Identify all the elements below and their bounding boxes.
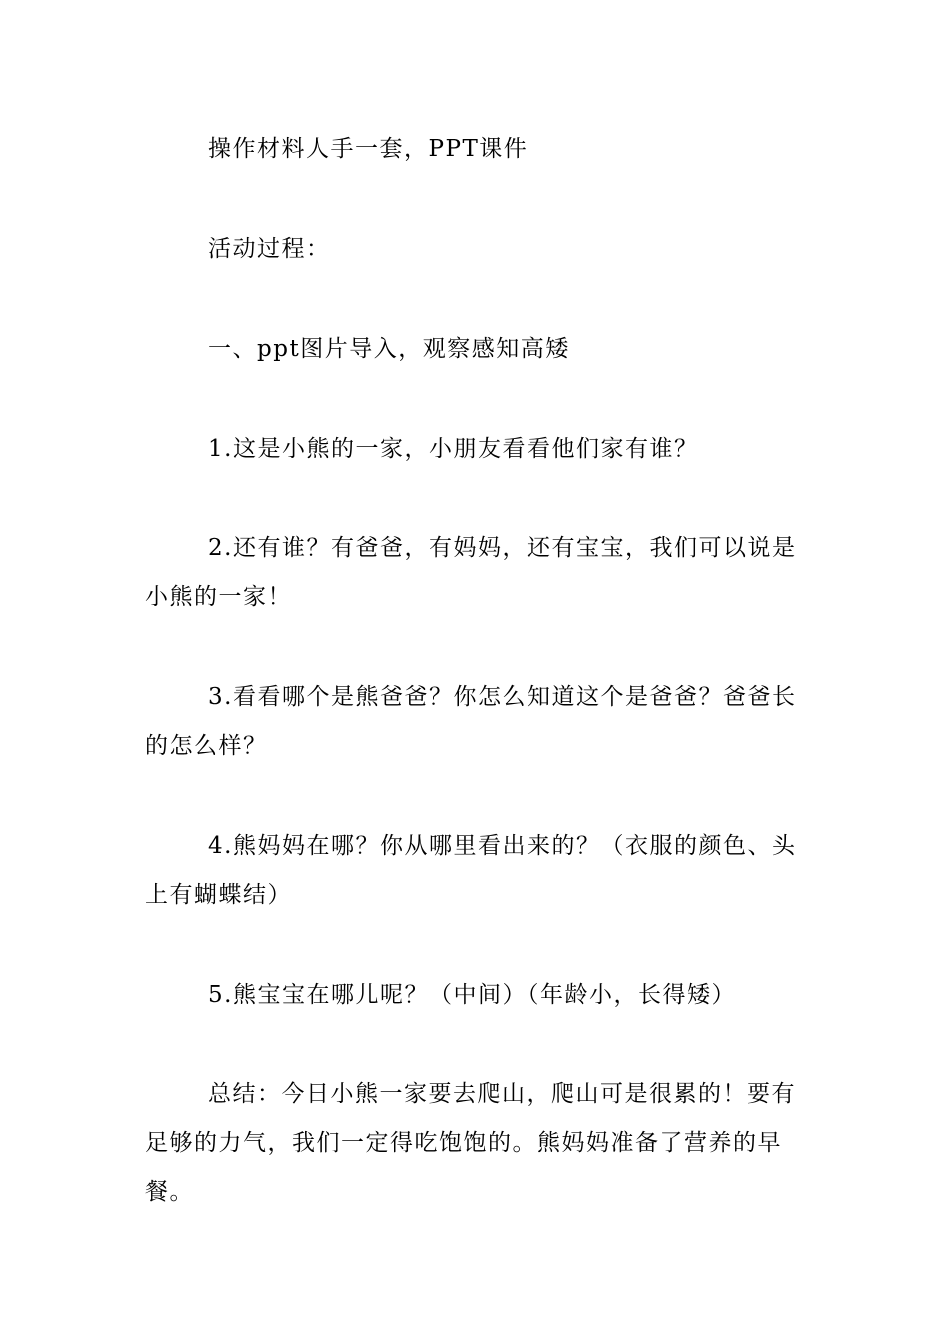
section-one-heading: 一、ppt图片导入，观察感知高矮 (208, 336, 570, 362)
step-three-paragraph: 3.看看哪个是熊爸爸？你怎么知道这个是爸爸？爸爸长的怎么样？ (145, 684, 797, 759)
materials-paragraph: 操作材料人手一套，PPT课件 (208, 136, 529, 162)
step-five-paragraph: 5.熊宝宝在哪儿呢？（中间）（年龄小，长得矮） (208, 982, 736, 1008)
step-one-paragraph: 1.这是小熊的一家，小朋友看看他们家有谁？ (208, 436, 699, 462)
step-four-paragraph: 4.熊妈妈在哪？你从哪里看出来的？（衣服的颜色、头上有蝴蝶结） (145, 833, 797, 908)
summary-paragraph: 总结：今日小熊一家要去爬山，爬山可是很累的！要有足够的力气，我们一定得吃饱饱的。熊妈妈准备了营养的早餐。 (145, 1081, 796, 1205)
activity-process-heading: 活动过程： (208, 236, 331, 262)
step-two-paragraph: 2.还有谁？有爸爸，有妈妈，还有宝宝，我们可以说是小熊的一家！ (145, 535, 797, 610)
